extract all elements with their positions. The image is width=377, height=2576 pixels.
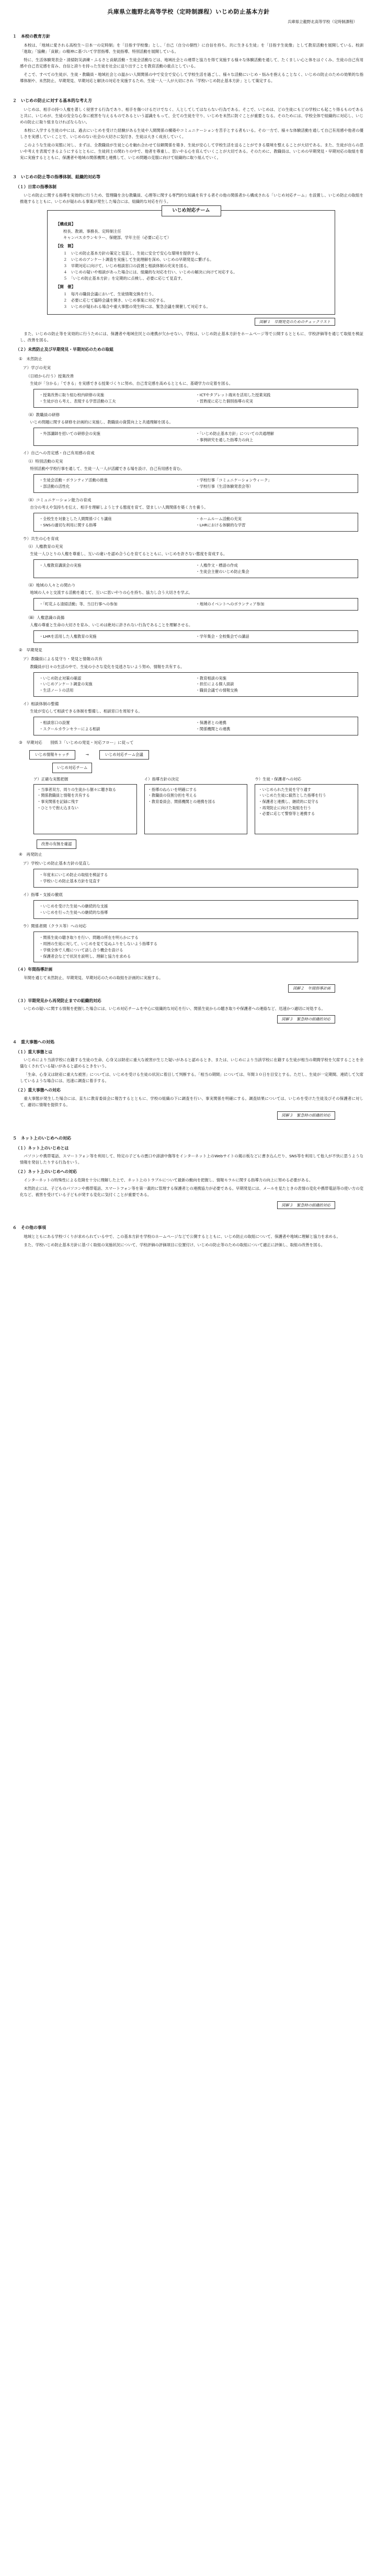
measures-column: [196, 720, 353, 732]
figure-caption: 図解３ 緊急時の組織的対応: [277, 1111, 335, 1120]
measure-item: ・ICTやタブレット端末を活用した授業実践: [196, 392, 271, 397]
paragraph: 生徒が「分かる」「できる」を実感できる授業づくりに努め、自己肯定感を高めるとともに、基礎学力の定着を図る。: [30, 381, 233, 386]
paragraph: また、いじめの防止等を実効的に行うためには、保護者や地域住民との連携が欠かせない。学校は、いじめ防止基本方針をホームページ等で公開するとともに、学校評価等を通じて取組を検証し、改善を図る。: [20, 331, 363, 343]
team-title: いじめ対応チーム: [161, 205, 221, 216]
measure-item: ・相談窓口の設置: [39, 720, 70, 726]
item-heading: イ）自己への肯定感・自己有用感の育成: [23, 451, 95, 456]
item-heading: ア）教職員による見守り・発見と情報の共有: [23, 657, 102, 662]
measure-item: ・年度末にいじめ防止の取組を検証する: [39, 872, 108, 878]
measures-box: [33, 630, 358, 643]
paragraph: いじめ問題に関する研修を計画的に実施し、教職員の資質向上と共通理解を図る。: [30, 419, 173, 424]
document-author: 兵庫県立龍野北高等学校（定時制課程）: [287, 19, 357, 24]
measures-column: [39, 562, 196, 575]
measures-column: [39, 431, 196, 443]
paragraph: 生徒一人ひとりの人権を尊重し、互いの違いを認め合う心を育てるとともに、いじめを許さない態度を育成する。: [30, 551, 227, 557]
paragraph: 本校は、「地域に愛される高校生～日本一の定時制」を「目指す学校像」とし、「自己（自分の個性）に自信を持ち、共に生きる生徒」を「目指す生徒像」として教育活動を展開している。校訓「進取」「協働」「貢献」の精神に基づいて学習指導、生徒指導、特別活動を展開している。: [20, 42, 363, 54]
measure-item: ・全校生を対象とした人間関係づくり講座: [39, 516, 112, 521]
section-3: [10, 174, 367, 1025]
flow-column: [144, 776, 248, 834]
team-role: ２ いじめのアンケート調査を実施して生徒理解を深め、いじめの早期発見に繋げる。: [63, 257, 214, 262]
flow-item: ・ 教育委員会、関係機関との連携を図る: [148, 799, 244, 805]
item-subheading: （ⅱ）地域の人々との関わり: [26, 582, 76, 588]
flow-item: ・ 保護者と連携し、継続的に見守る: [258, 799, 355, 805]
caption-row: [10, 1014, 335, 1026]
flow-node: いじめ対応チーム会議: [99, 750, 149, 760]
paragraph: そこで、すべての生徒が、生徒・教職員・地域社会との温かい人間関係の中で安全で安心して学校生活を過ごし、様々な活動にいじめ・悩みを抱えることなく、いじめの防止のための効果的な指導体制や、未然防止、早期発見、早期対応と解決の対応を実施するため、生徒一人一人が大切にされ「学校いじめ防止基本方針」として策定する。: [20, 72, 363, 83]
team-members-label: 【構成員】: [56, 222, 75, 227]
flow-column: [33, 776, 137, 834]
team-role: ４ いじめの疑いや相談があった場合には、組織的な対応を行い、いじめの解決に向けて対応する。: [63, 269, 237, 274]
measures-box: [33, 932, 358, 962]
caption-row: [10, 317, 335, 328]
measures-column: [196, 431, 353, 443]
team-meeting: ３ いじめが疑われる場合や重大事態の発生時には、緊急会議を開催して対応する。: [63, 304, 210, 309]
item-heading: イ）指導・支援の徹底: [23, 892, 63, 897]
measure-item: ・関係生徒の聴き取りを行い、問題の所在を明らかにする: [39, 935, 139, 940]
measure-item: ・教育相談の実施: [196, 675, 226, 681]
measure-item: ・関係機関との連携: [196, 727, 231, 732]
subsection-heading: （１）重大事態とは: [16, 1049, 53, 1054]
paragraph: また、学校いじめ防止基本方針に基づく取組の実施状況について、学校評価の評価項目に位置付け、いじめの防止等のための取組について適正に評価し、取組の改善を図る。: [24, 1243, 325, 1248]
arrow-right-icon: →: [85, 752, 89, 757]
measure-item: ・いじめ防止対策の確認: [39, 675, 82, 681]
measure-item: ・人権教育講演会の実施: [39, 563, 82, 568]
measure-item: ・学級全体で人権について話し合う機会を設ける: [39, 947, 123, 952]
team-members: キャンパスカウンセラー、保健部、学年主任（必要に応じて）: [63, 235, 172, 240]
flow-item: ・ 教職員の役割分担を考える: [148, 792, 244, 799]
flow-column: [255, 776, 358, 834]
measures-column: [39, 634, 196, 640]
measure-item: ・外部講師を招いての研修会の実施: [39, 431, 100, 436]
flow-column-heading: ウ）生徒・保護者への対応: [255, 776, 302, 781]
measure-item: ・周囲の生徒に対して、いじめを見て見ぬふりをしないよう指導する: [39, 941, 158, 946]
measures-column: [39, 392, 196, 405]
paragraph: 教職員が日々の生活の中で、生徒の小さな変化を見逃さないよう努め、情報を共有する。: [30, 664, 185, 669]
flow-columns: [33, 776, 358, 834]
measures-column: [39, 516, 196, 528]
measures-column: [196, 675, 353, 694]
subsection-heading: （２）重大事態への対応: [16, 1088, 61, 1093]
measure-item: ・生徒が自ら考え、表現する学習活動の工夫: [39, 398, 116, 404]
measure-item: ・授業改善に取り組む校内研修の実施: [39, 392, 105, 397]
item-heading: ウ）共生の心を育成: [23, 536, 59, 541]
measures-box: [33, 900, 358, 919]
measure-item: ・部活動の活性化: [39, 484, 70, 489]
measure-item: ・保護者との連携: [196, 720, 226, 726]
measures-column: [39, 675, 196, 694]
paragraph: 年間を通じて未然防止、早期発見、早期対応のための取組を計画的に実施する。: [24, 975, 163, 980]
measures-box: [33, 559, 358, 578]
flow-node: いじめ対応チーム: [52, 763, 92, 773]
flow-item: ・ いじめた生徒に毅然とした指導を行う: [258, 792, 355, 799]
section-5: [10, 1135, 367, 1212]
paragraph: いじめの疑いに関する情報を把握した場合には、いじめ対応チームを中心に組織的な対応を行い、関係生徒からの聴き取りや保護者への連絡など、迅速かつ適切に対処する。: [24, 1006, 325, 1011]
measure-item: ・SNSの適切な利用に関する指導: [39, 522, 97, 527]
measures-box: [33, 717, 358, 735]
measures-box: [33, 598, 358, 611]
figure-caption: 図解２ 年間指導計画: [288, 984, 335, 993]
measure-item: ・「町花ふる清掃活動」等、当日行事への参加: [39, 602, 118, 607]
subsection-heading: （２）未然防止及び早期発見・早期対応のための取組: [16, 347, 114, 352]
paragraph: 重大事態が発生した場合には、直ちに教育委員会に報告するとともに、学校の組織の下に調査を行い、事実関係を明確にする。調査結果については、いじめを受けた生徒及びその保護者に対して、適切に情報を提供する。: [20, 1096, 363, 1107]
paragraph: いじめは、相手の持つ人権を著しく侵害する行為であり、相手を傷つけるだけでなく、人としてしてはならない行為である。そこで、いじめは、どの生徒にもどの学校にも起こり得るものであると共に、いじめが、生徒の安全な心身に被害を与えるものであるという認識をもって、全ての生徒を守り、いじめを未然に防ぐことが重要となる。そのためには、学校全体で組織的に対応し、いじめの防止に取り組まなければならない。: [20, 107, 363, 124]
measure-item: ・「いじめ防止基本方針」についての共通理解: [196, 431, 274, 436]
item-heading: ① 未然防止: [19, 356, 42, 362]
measures-column: [39, 477, 196, 490]
measure-item: ・地域のイベントへのボランティア参加: [196, 602, 265, 607]
paragraph: パソコンや携帯電話、スマートフォン等を利用して、特定の子どもの悪口や誹謗中傷等をインターネット上のWebサイトの掲示板などに書き込んだり、SNS等を利用して他人が不快に思うような情報を発信したりする行為をいう。: [20, 1154, 363, 1165]
caption-row: [10, 983, 335, 995]
section-heading: ６ その他の事項: [13, 1225, 46, 1230]
team-members: 校長、教頭、事務長、定時制主任: [63, 229, 121, 234]
subsection-heading: （１）日常の指導体制: [16, 185, 56, 190]
section-6: [10, 1225, 367, 1248]
section-1: [10, 33, 367, 84]
flow-column-body: [144, 784, 248, 834]
flow-item: ・ 事実関係を記録に残す: [37, 799, 133, 805]
item-subheading: （ⅲ）人権意識の高揚: [26, 615, 65, 620]
measures-box: [33, 869, 358, 888]
section-2: [10, 98, 367, 161]
measures-box: [33, 389, 358, 408]
flow-top-row: [29, 750, 367, 760]
subsection-heading: （１）ネット上のいじめとは: [16, 1145, 69, 1151]
item-subheading: （ⅰ）人権教育の充実: [26, 544, 63, 549]
flow-item: ・ 必要に応じて警察等と連携する: [258, 811, 355, 817]
measure-item: ・スクールカウンセラーによる相談: [39, 727, 100, 732]
paragraph: 人権の尊重と生命の大切さを育み、いじめは絶対に許されない行為であることを理解させる。: [30, 623, 193, 628]
paragraph: 特に、生活体験発表会・清掃防災訓練・ふるさと貢献活動・生徒会活動などは、地域社会との連帯と協力を得て実施する様々な体験活動を通して、たくましい心と体をはぐくみ、生徒の自己有用感や自己肯定感を育み、自信と誇りを持った生徒を社会に送り出すことを教育活動の重点としている。: [20, 57, 363, 68]
measures-column: [196, 477, 353, 490]
team-meeting: ２ 必要に応じて臨時会議を開き、いじめ事案に対応する。: [63, 297, 168, 303]
item-heading: ア）学校いじめ防止基本方針の見直し: [23, 860, 91, 866]
team-roles-label: 【役 割】: [56, 243, 75, 248]
item-heading: ④ 再発防止: [19, 852, 42, 857]
paragraph: 生徒が安心して相談できる体制を整備し、相談窓口を周知する。: [30, 709, 142, 714]
measures-box: [33, 672, 358, 697]
flow-column-heading: ア）正確な実態把握: [33, 776, 68, 781]
flow-item: ・ 再発防止に向けた取組を行う: [258, 805, 355, 811]
item-subheading: （ⅱ）コミュニケーション能力の育成: [26, 497, 92, 502]
figure-caption: 図解１ 早期発見のためのチェックリスト: [255, 318, 335, 326]
measure-item: ・学校いじめ防止基本方針を見直す: [39, 879, 100, 884]
measure-item: ・ホームルーム活動の充実: [196, 516, 242, 521]
caption-row: [10, 1200, 335, 1212]
paragraph: 地域とともにある学校づくりが求められている中で、この基本方針を学校のホームページなどで公開するとともに、いじめ防止の取組について、保護者や地域に理解と協力を求める。: [24, 1234, 340, 1239]
measure-item: ・職員会議での情報交換: [196, 688, 238, 693]
caption-row: [10, 1110, 335, 1122]
measures-column: [39, 601, 196, 607]
team-role: ５ 「いじめ防止基本方針」を定期的に点検し、必要に応じて見直す。: [63, 275, 185, 281]
measure-item: ・LHRにおける体験的な学習: [196, 522, 246, 527]
paragraph: 未然防止には、子どものパソコンや携帯電話、スマートフォン等を第一義的に管理する保護者との連携協力が必要である。早期発見には、メールを見たときの表情の変化や携帯電話等の使い方の変化など、被害を受けている子どもが発する変化に気付くことが重要である。: [20, 1186, 363, 1197]
item-heading: ア）学びの充実: [23, 365, 51, 371]
measure-item: ・保護者会などで状況を説明し、理解と協力を求める: [39, 953, 131, 959]
flow-item: ・ 指導のねらいを明確にする: [148, 787, 244, 793]
item-heading: ③ 早期対応 別紙３「いじめの発見・対応フロー」に従って: [19, 740, 134, 745]
item-subheading: （ⅰ）特別活動の充実: [26, 458, 63, 464]
measures-column: [196, 516, 353, 528]
flow-column-body: [33, 784, 137, 834]
measures-box: [33, 428, 358, 446]
measure-item: ・学年集会・全校集会での講話: [196, 634, 249, 639]
measures-column: [196, 392, 353, 405]
item-subheading: （日頃から行う）授業改善: [26, 373, 74, 378]
paragraph: 地域の人々と交流する活動を通じて、互いに思いやりの心を持ち、協力し合う大切さを学ぶ。: [30, 590, 192, 595]
measure-item: ・事例研究を通した指導力の向上: [196, 437, 253, 442]
measure-item: ・学校行事（生活体験発表会等）: [196, 484, 253, 489]
item-heading: イ）相談体制の整備: [23, 702, 59, 706]
section-heading: ２ いじめの防止に対する基本的な考え方: [13, 98, 92, 103]
measure-item: ・学校行事「コミュニケーションウィーク」: [196, 478, 272, 483]
paragraph: 「生命、心身又は財産に重大な被害」については、いじめを受ける生徒の状況に着目して判断する。「相当の期間」については、年間３０日を目安とする。ただし、生徒が一定期間、連続して欠席しているような場合には、迅速に調査に着手する。: [20, 1072, 363, 1084]
flow-column-heading: イ）指導方針の決定: [144, 776, 179, 781]
paragraph: 自分の考えや気持ちを伝え、相手を理解しようとする態度を育て、望ましい人間関係を築く力を養う。: [30, 504, 208, 510]
flow-column-body: [255, 784, 358, 834]
measure-item: ・生徒会主催のいじめ防止集会: [196, 569, 249, 574]
response-team-box: [47, 210, 335, 315]
flow-item: ・ いじめられた生徒を守り通す: [258, 787, 355, 793]
subsection-heading: （４）年間指導計画: [16, 967, 53, 972]
measures-column: [196, 601, 353, 607]
measure-item: ・習熟度に応じた個別指導の充実: [196, 398, 253, 404]
measure-item: ・生活ノートの活用: [39, 688, 74, 693]
flow-item: ・ 関係教職員と情報を共有する: [37, 792, 133, 799]
measure-item: ・担任による個人面談: [196, 682, 234, 687]
section-heading: ３ いじめの防止等の指導体制、組織的対応等: [13, 175, 100, 180]
paragraph: このような生徒の実態に対し、まずは、全教職員が生徒と心を触れ合わせて信頼関係を築き、生徒が安心して学校生活を送ることができる環境を整えることが大切である。また、生徒が自らの思いや考えを表現できるようにするとともに、生徒同士の関わりの中で、他者を尊重し、思いやる心を育んでいくことが大切である。そのために、教職員は、いじめの早期発見・早期対応の取組を着実に実施するとともに、保護者や地域の関係機関と連携して、いじめ問題の克服に向けて組織的に取り組んでいく。: [20, 142, 363, 160]
subsection-heading: （２）ネット上のいじめへの対応: [16, 1169, 77, 1175]
item-subheading: （ⅱ）教職員の研修: [26, 412, 60, 417]
figure-caption: 図解３ 緊急時の組織的対応: [277, 1015, 335, 1024]
measure-item: ・生徒会活動・ボランティア活動の推進: [39, 478, 108, 483]
document-title: 兵庫県立龍野北高等学校（定時制課程）いじめ防止基本方針: [107, 8, 270, 15]
team-role: １ いじめ防止基本方針の策定と見直し、生徒に安全で安心な環境を提供する。: [63, 250, 203, 256]
item-heading: ② 早期発見: [19, 647, 42, 652]
flow-item: ・ 当事者双方、周りの生徒から個々に聴き取る: [37, 787, 133, 793]
measure-item: ・いじめアンケート調査の実施: [39, 682, 93, 687]
paragraph: いじめ防止に関する指導を実効的に行うため、管理職を含む教職員、心理等に関する専門的な知識を有する者その他の関係者から構成される「いじめ対応チーム」を設置し、いじめ防止の取組を推進するとともに、いじめが疑われる事案が発生した場合には、組織的な対応を行う。: [20, 193, 363, 204]
team-meeting: １ 毎月の職員会議において、生徒情報交換を行う。: [63, 291, 156, 296]
section-heading: ４ 重大事態への対処: [13, 1039, 54, 1044]
flow-node: 改善の有無を確認: [37, 840, 76, 849]
measures-box: [33, 474, 358, 493]
measures-box: [33, 513, 358, 532]
measures-column: [196, 634, 353, 640]
paragraph: インターネットの特殊性による危険を十分に理解した上で、ネット上のトラブルについて最新の動向を把握し、情報モラルに関する指導力の向上に努める必要がある。: [24, 1177, 313, 1182]
figure-caption: 図解３ 緊急時の組織的対応: [277, 1201, 335, 1210]
measure-item: ・LHRを活用した人権教育の実施: [39, 634, 97, 639]
measure-item: ・人権作文・標語の作成: [196, 563, 238, 568]
paragraph: 本校に入学する生徒の中には、過去にいじめを受けた経験がある生徒や人間関係の構築やコミュニケーションを苦手とする者もいる。その一方で、様々な体験活動を通して自己有用感や他者の優しさを実感していくことで、いじめのない社会の大切さに気付き、生徒は大きく成長していく。: [20, 128, 363, 139]
team-meeting-label: 【開 催】: [56, 284, 75, 289]
flow-node: いじめ情報キャッチ: [29, 750, 75, 760]
flow-item: ・ ひとりで抱え込まない: [37, 805, 133, 811]
measures-column: [39, 720, 196, 732]
team-role: ３ 早期対応に向けて、いじめ相談窓口の設置と相談体制の充実を図る。: [63, 263, 191, 268]
item-heading: ウ）関係者間（クラス等）への対応: [23, 923, 87, 928]
paragraph: 特別活動や学校行事を通して、生徒一人一人が活躍できる場を設け、自己有用感を育む。: [30, 466, 185, 472]
measure-item: ・いじめを行った生徒への継続的な指導: [39, 910, 108, 915]
paragraph: いじめにより当該学校に在籍する生徒の生命、心身又は財産に重大な被害が生じた疑いがあると認めるとき、または、いじめにより当該学校に在籍する生徒が相当の期間学校を欠席することを余儀なくされている疑いがあると認めるときをいう。: [20, 1057, 363, 1069]
section-heading: ５ ネット上のいじめへの対応: [13, 1135, 71, 1141]
section-heading: １ 本校の教育方針: [13, 33, 50, 39]
measures-column: [196, 562, 353, 575]
subsection-heading: （３）早期発見から再発防止までの組織的対応: [16, 998, 101, 1003]
measure-item: ・いじめを受けた生徒への継続的な支援: [39, 904, 108, 909]
section-4: [10, 1039, 367, 1122]
